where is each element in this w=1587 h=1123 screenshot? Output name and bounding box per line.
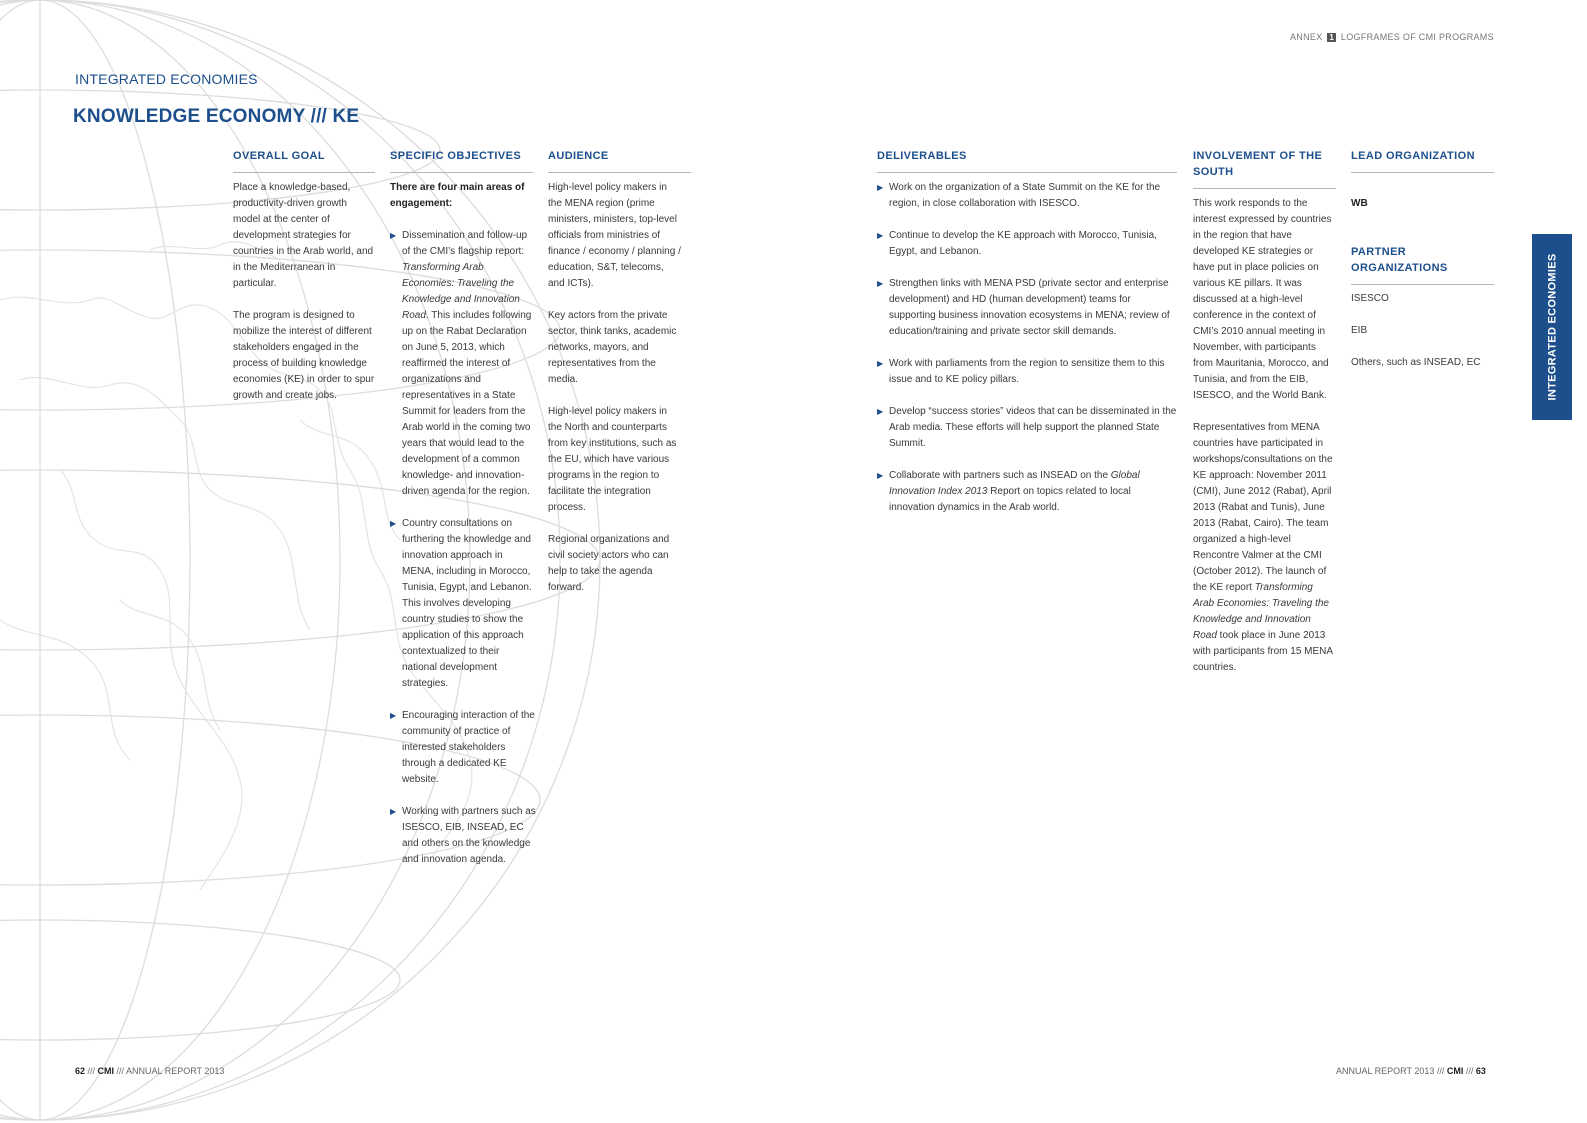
deliverable-6-text: Collaborate with partners such as INSEAD on the (889, 470, 1111, 481)
deliverable-4-text: Work with parliaments from the region to sensitize them to this issue and to KE policy pillars. (889, 358, 1165, 385)
annex-number-badge: 1 (1329, 33, 1335, 42)
triangle-right-icon: ▶ (877, 471, 884, 480)
objective-1-report-title: Transforming Arab Economies: Traveling the Knowledge and Innovation Road (402, 262, 520, 321)
audience-paragraph-3: High-level policy makers in the North and counterparts from key institutions, such as the EU, which have various programs in the region to facilitate the integration process. (548, 406, 677, 513)
section-label: INTEGRATED ECONOMIES (75, 71, 258, 87)
objectives-list (390, 228, 537, 868)
list-item (390, 708, 537, 788)
footer-left (75, 1066, 224, 1076)
triangle-right-icon: ▶ (390, 519, 397, 528)
overall-goal-body (233, 180, 375, 420)
triangle-right-icon: ▶ (877, 231, 884, 240)
footer-brand: CMI (97, 1066, 115, 1076)
annex-title: LOGFRAMES OF CMI PROGRAMS (1340, 32, 1494, 42)
audience-body (548, 180, 683, 612)
deliverable-1-text: Work on the organization of a State Summit on the KE for the region, in close collaboration with ISESCO. (889, 182, 1161, 209)
involvement-report-title: Transforming Arab Economies: Traveling the Knowledge and Innovation Road (1193, 582, 1329, 641)
audience-paragraph-2: Key actors from the private sector, think tanks, academic networks, mayors, and representatives from the media. (548, 310, 677, 385)
objective-1-text-cont: . This includes following up on the Rabat Declaration on June 5, 2013, which reaffirmed the interest of organizations and representatives in a State Summit for leaders from the Arab world in the coming two years that would lead to the development of a common knowledge- and innovation-driven agenda for the region. (402, 310, 532, 497)
list-item (390, 804, 537, 868)
objective-2-text: Country consultations on furthering the knowledge and innovation approach in MENA, including in Morocco, Tunisia, Egypt, and Lebanon. This involves developing country studies to show the application of this approach contextualized to their national development strategies. (402, 518, 532, 689)
overall-goal-paragraph-1: Place a knowledge-based, productivity-driven growth model at the center of development strategies for countries in the Arab world, and in the Mediterranean in particular. (233, 182, 374, 289)
overall-goal-paragraph-2: The program is designed to mobilize the interest of different stakeholders engaged in the process of building knowledge economies (KE) in order to spur growth and create jobs. (233, 310, 375, 401)
objective-3-text: Encouraging interaction of the community of practice of interested stakeholders through a dedicated KE website. (402, 710, 535, 785)
deliverable-6-index-title: Global Innovation Index 2013 (889, 470, 1140, 497)
side-section-tab (1532, 234, 1572, 420)
deliverables-heading: DELIVERABLES (877, 148, 1177, 173)
objective-4-text: Working with partners such as ISESCO, EIB, INSEAD, EC and others on the knowledge and innovation agenda. (402, 806, 536, 865)
deliverable-3-text: Strengthen links with MENA PSD (private sector and enterprise development) and HD (human development) teams for supporting business innovation ecosystems in MENA; review of education/training and private sector skill demands. (889, 278, 1170, 337)
list-item (877, 468, 1177, 516)
footer-brand: CMI (1446, 1066, 1464, 1076)
partner-organizations-list (1351, 291, 1511, 387)
footer-separator: /// (85, 1066, 98, 1076)
footer-separator: /// (1463, 1066, 1476, 1076)
triangle-right-icon: ▶ (390, 807, 397, 816)
list-item (390, 228, 537, 500)
deliverables-list (877, 180, 1177, 516)
partner-item: ISESCO (1351, 293, 1389, 304)
involvement-body (1193, 196, 1336, 692)
lead-organization-value: WB (1351, 198, 1368, 209)
page-title: KNOWLEDGE ECONOMY /// KE (73, 106, 360, 127)
objective-1-text: Dissemination and follow-up of the CMI’s flagship report: (402, 230, 528, 257)
deliverable-5-text: Develop “success stories” videos that can be disseminated in the Arab media. These efforts will help support the planned State Summit. (889, 406, 1177, 449)
triangle-right-icon: ▶ (877, 407, 884, 416)
list-item (877, 356, 1177, 388)
footer-report-name: /// ANNUAL REPORT 2013 (114, 1066, 225, 1076)
page-number-left: 62 (75, 1066, 86, 1076)
list-item (877, 276, 1177, 340)
annex-prefix: ANNEX (1290, 32, 1323, 42)
triangle-right-icon: ▶ (877, 183, 884, 192)
list-item (390, 516, 537, 692)
deliverable-6-text-cont: Report on topics related to local innovation dynamics in the Arab world. (889, 486, 1131, 513)
lead-organization-heading: LEAD ORGANIZATION (1351, 148, 1494, 173)
audience-heading: AUDIENCE (548, 148, 691, 173)
triangle-right-icon: ▶ (390, 711, 397, 720)
partner-item: Others, such as INSEAD, EC (1351, 357, 1481, 368)
annex-header (1290, 32, 1494, 42)
involvement-paragraph-2-cont: took place in June 2013 with participants from 15 MENA countries. (1193, 630, 1333, 673)
footer-report-name: ANNUAL REPORT 2013 /// (1336, 1066, 1447, 1076)
list-item (877, 180, 1177, 212)
triangle-right-icon: ▶ (877, 279, 884, 288)
specific-objectives-body (390, 180, 537, 884)
partner-item: EIB (1351, 325, 1368, 336)
triangle-right-icon: ▶ (390, 231, 397, 240)
partner-organizations-heading: PARTNER ORGANIZATIONS (1351, 244, 1494, 285)
involvement-paragraph-2-text: Representatives from MENA countries have participated in workshops/consultations on the KE approach: November 2011 (CMI), June 2012 (Rabat), April 2013 (Rabat and Tunis), June 2013 (Rabat, Cairo). The team organized a high-level Rencontre Valmer at the CMI (October 2012). The launch of the KE report (1193, 422, 1333, 593)
involvement-paragraph-2 (1193, 420, 1336, 676)
lead-organization-body (1351, 196, 1494, 212)
objectives-intro: There are four main areas of engagement: (390, 182, 525, 209)
footer-right (1336, 1066, 1486, 1076)
triangle-right-icon: ▶ (877, 359, 884, 368)
audience-paragraph-1: High-level policy makers in the MENA region (prime ministers, ministers, top-level officials from ministries of finance / economy / planning / education, S&T, telecoms, and ICTs). (548, 182, 681, 289)
involvement-heading: INVOLVEMENT OF THE SOUTH (1193, 148, 1336, 189)
side-section-tab-label: INTEGRATED ECONOMIES (1546, 253, 1559, 401)
page-number-right: 63 (1475, 1066, 1486, 1076)
list-item (877, 228, 1177, 260)
deliverables-body (877, 180, 1177, 532)
list-item (877, 404, 1177, 452)
deliverable-2-text: Continue to develop the KE approach with Morocco, Tunisia, Egypt, and Lebanon. (889, 230, 1157, 257)
audience-paragraph-4: Regional organizations and civil society actors who can help to take the agenda forward. (548, 534, 670, 593)
overall-goal-heading: OVERALL GOAL (233, 148, 375, 173)
involvement-paragraph-1: This work responds to the interest expressed by countries in the region that have developed KE strategies or have put in place policies on various KE pillars. It was discussed at a high-level conference in the context of CMI’s 2010 annual meeting in November, with participants from Mauritania, Morocco, and Tunisia, and from the EIB, ISESCO, and the World Bank. (1193, 198, 1332, 401)
specific-objectives-heading: SPECIFIC OBJECTIVES (390, 148, 533, 173)
